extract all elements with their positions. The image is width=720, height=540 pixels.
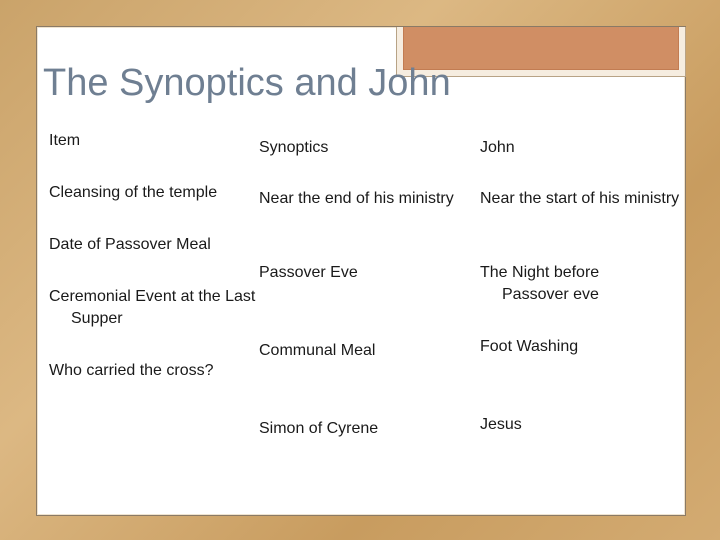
item-ceremonial-event: Ceremonial Event at the Last Supper xyxy=(49,288,256,327)
synoptics-header: Synoptics xyxy=(259,139,329,156)
john-cross-bearer: Jesus xyxy=(480,416,522,433)
synoptics-cleansing: Near the end of his ministry xyxy=(259,190,454,207)
synoptics-cross-bearer: Simon of Cyrene xyxy=(259,420,379,437)
item-header: Item xyxy=(49,132,81,149)
john-passover-date: The Night before Passover eve xyxy=(480,264,600,303)
page-title: The Synoptics and John xyxy=(43,62,451,104)
item-cleansing: Cleansing of the temple xyxy=(49,184,218,201)
synoptics-ceremonial-event: Communal Meal xyxy=(259,342,376,359)
john-cleansing: Near the start of his ministry xyxy=(480,190,680,207)
synoptics-passover-date: Passover Eve xyxy=(259,264,358,281)
item-passover-date: Date of Passover Meal xyxy=(49,236,211,253)
item-cross-bearer: Who carried the cross? xyxy=(49,362,214,379)
john-ceremonial-event: Foot Washing xyxy=(480,338,579,355)
john-header: John xyxy=(480,139,515,156)
